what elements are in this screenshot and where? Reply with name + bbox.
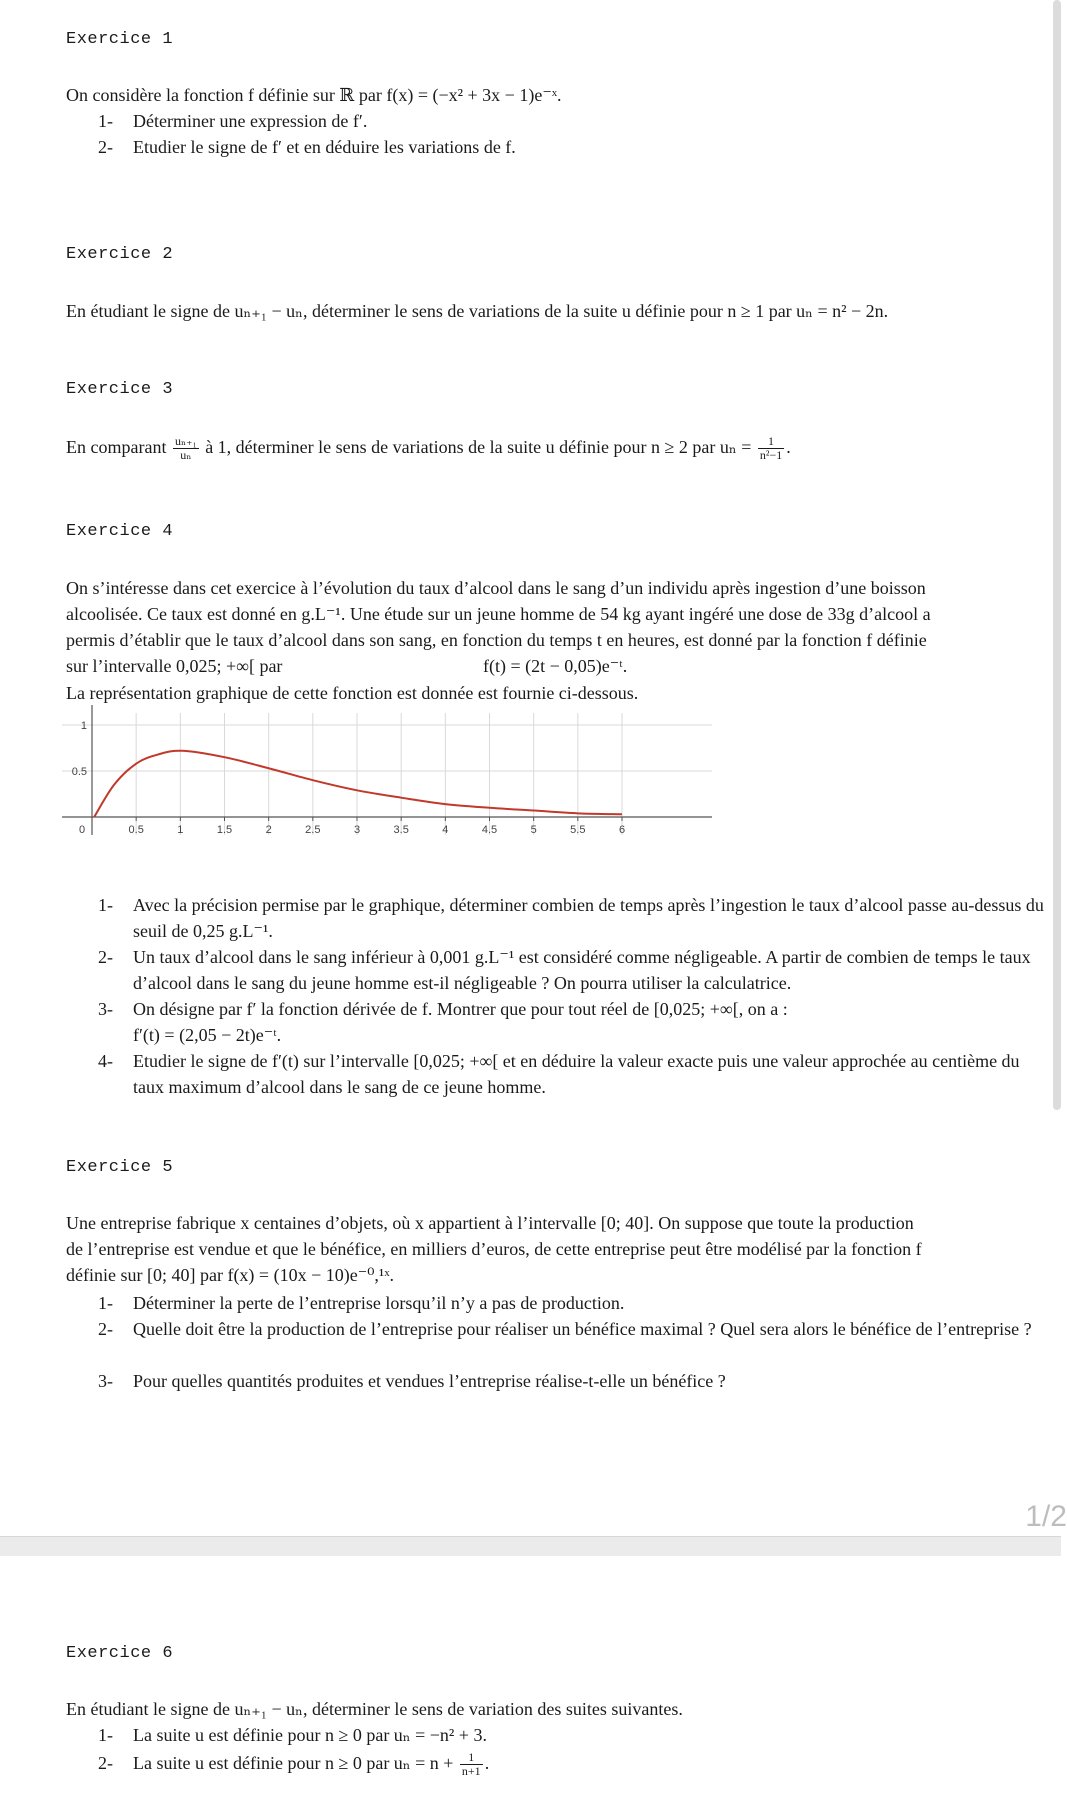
ratio-denominator: uₙ [180, 448, 192, 463]
exercise-3-prefix: En comparant [66, 437, 167, 457]
sequence-fraction [460, 1751, 483, 1778]
question-number: 1- [98, 1725, 113, 1745]
exercise-3-text [66, 434, 1051, 462]
question-text: La suite u est définie pour n ≥ 0 par uₙ = −n² + 3. [133, 1725, 487, 1745]
exercise-1-title: Exercice 1 [66, 30, 174, 49]
question-text: Déterminer une expression de f′. [133, 111, 368, 131]
x-tick-label: 2.5 [305, 824, 321, 836]
x-tick-label: 1.5 [216, 824, 233, 836]
x-tick-label: 1 [177, 824, 184, 836]
sequence-fraction [758, 435, 784, 462]
exercise-1-intro: On considère la fonction f définie sur ℝ par f(x) = (−x² + 3x − 1)e⁻ˣ. [66, 85, 562, 105]
exercise-2-title: Exercice 2 [66, 245, 174, 264]
question-number: 4- [98, 1051, 113, 1071]
exercise-4-line-1: On s’intéresse dans cet exercice à l’évolution du taux d’alcool dans le sang d’un individu après ingestion d’une boisson [66, 578, 926, 598]
fraction-denominator: n+1 [461, 1764, 481, 1779]
derivative-formula: f′(t) = (2,05 − 2t)e⁻ᵗ. [133, 1025, 282, 1045]
chart-curve [94, 751, 622, 817]
question-number: 2- [98, 137, 113, 157]
sequence-numerator: 1 [758, 435, 784, 449]
exercise-6-intro: En étudiant le signe de uₙ₊₁ − uₙ, déterminer le sens de variation des suites suivantes. [66, 1699, 683, 1719]
question-text: Avec la précision permise par le graphique, déterminer combien de temps après l’ingestion le taux d’alcool passe au-dessus du seuil de 0,25 g.L⁻¹. [133, 895, 1044, 941]
question-text [133, 1750, 1051, 1778]
question-number: 1- [98, 895, 113, 915]
fraction-numerator: 1 [460, 1751, 483, 1765]
x-tick-label: 4.5 [481, 824, 498, 836]
x-tick-label: 2 [265, 824, 272, 836]
sequence-denominator: n²−1 [759, 448, 783, 463]
question-number: 2- [98, 947, 113, 967]
alcohol-rate-chart [62, 705, 752, 855]
question-number: 3- [98, 999, 113, 1019]
x-tick-label: 3 [353, 824, 361, 836]
exercise-5-title: Exercice 5 [66, 1158, 174, 1177]
exercise-5-line-2: de l’entreprise est vendue et que le bénéfice, en milliers d’euros, de cette entreprise peut être modélisé par la fonction f [66, 1239, 922, 1259]
question-suffix: . [484, 1753, 490, 1773]
y-tick-label: 1 [80, 720, 87, 732]
exercise-3-suffix: . [786, 437, 791, 457]
page-separator [0, 1536, 1061, 1557]
question-text: Déterminer la perte de l’entreprise lorsqu’il n’y a pas de production. [133, 1293, 625, 1313]
x-tick-label: 0 [78, 824, 86, 836]
exercise-4-line-2: alcoolisée. Ce taux est donné en g.L⁻¹. Une étude sur un jeune homme de 54 kg ayant ingéré une dose de 33g d’alcool a [66, 604, 931, 624]
x-tick-label: 4 [442, 824, 449, 836]
question-text: Pour quelles quantités produites et vendues l’entreprise réalise-t-elle un bénéfice ? [133, 1371, 726, 1391]
exercise-4-line-5: La représentation graphique de cette fonction est donnée est fournie ci-dessous. [66, 683, 639, 703]
question-text: On désigne par f′ la fonction dérivée de f. Montrer que pour tout réel de [0,025; +∞[, on a : [133, 999, 788, 1019]
x-tick-label: 3.5 [393, 824, 409, 836]
question-text: Etudier le signe de f′(t) sur l’intervalle [0,025; +∞[ et en déduire la valeur exacte puis une valeur approchée au centième du taux maximum d’alcool dans le sang de ce jeune homme. [133, 1051, 1020, 1097]
x-tick-label: 0.5 [128, 824, 144, 836]
exercise-4-title: Exercice 4 [66, 522, 174, 541]
ratio-numerator: uₙ₊₁ [174, 434, 197, 449]
question-prefix: La suite u est définie pour n ≥ 0 par uₙ = n + [133, 1753, 454, 1773]
question-text: Quelle doit être la production de l’entreprise pour réaliser un bénéfice maximal ? Quel sera alors le bénéfice de l’entreprise ? [133, 1319, 1032, 1339]
question-number: 1- [98, 1293, 113, 1313]
exercise-4-function: f(t) = (2t − 0,05)e⁻ᵗ. [483, 656, 628, 676]
exercise-2-text: En étudiant le signe de uₙ₊₁ − uₙ, déterminer le sens de variations de la suite u définie pour n ≥ 1 par uₙ = n² − 2n. [66, 301, 889, 321]
x-tick-label: 5 [530, 824, 537, 836]
question-text: Un taux d’alcool dans le sang inférieur à 0,001 g.L⁻¹ est considéré comme négligeable. A partir de combien de temps le taux d’alcool dans le sang du jeune homme est-il négligeable ? On pourra utiliser la calculatrice. [133, 947, 1031, 993]
exercise-6-title: Exercice 6 [66, 1644, 174, 1663]
page-2 [0, 1556, 1061, 1806]
x-tick-label: 5.5 [570, 824, 586, 836]
exercise-4-interval-text: sur l’intervalle 0,025; +∞[ par [66, 656, 283, 676]
exercise-3-middle: à 1, déterminer le sens de variations de la suite u définie pour n ≥ 2 par uₙ = [205, 437, 752, 457]
exercise-3-title: Exercice 3 [66, 380, 174, 399]
y-tick-label: 0.5 [71, 766, 87, 778]
exercise-5-line-3: définie sur [0; 40] par f(x) = (10x − 10)e⁻⁰,¹ˣ. [66, 1265, 395, 1285]
exercise-5-line-1: Une entreprise fabrique x centaines d’objets, où x appartient à l’intervalle [0; 40]. On suppose que toute la production [66, 1213, 914, 1233]
question-number: 1- [98, 111, 113, 131]
exercise-4-line-3: permis d’établir que le taux d’alcool dans son sang, en fonction du temps t en heures, est donné par la fonction f définie [66, 630, 927, 650]
question-text: Etudier le signe de f′ et en déduire les variations de f. [133, 137, 516, 157]
question-number: 3- [98, 1371, 113, 1391]
scrollbar[interactable] [1053, 0, 1061, 1110]
question-number: 2- [98, 1753, 113, 1773]
chart-tick-labels [72, 720, 625, 836]
ratio-fraction [173, 435, 199, 462]
exercise-4-line-4 [66, 653, 1051, 679]
x-tick-label: 6 [618, 824, 626, 836]
page-number: 1/2 [1025, 1500, 1067, 1533]
question-number: 2- [98, 1319, 113, 1339]
